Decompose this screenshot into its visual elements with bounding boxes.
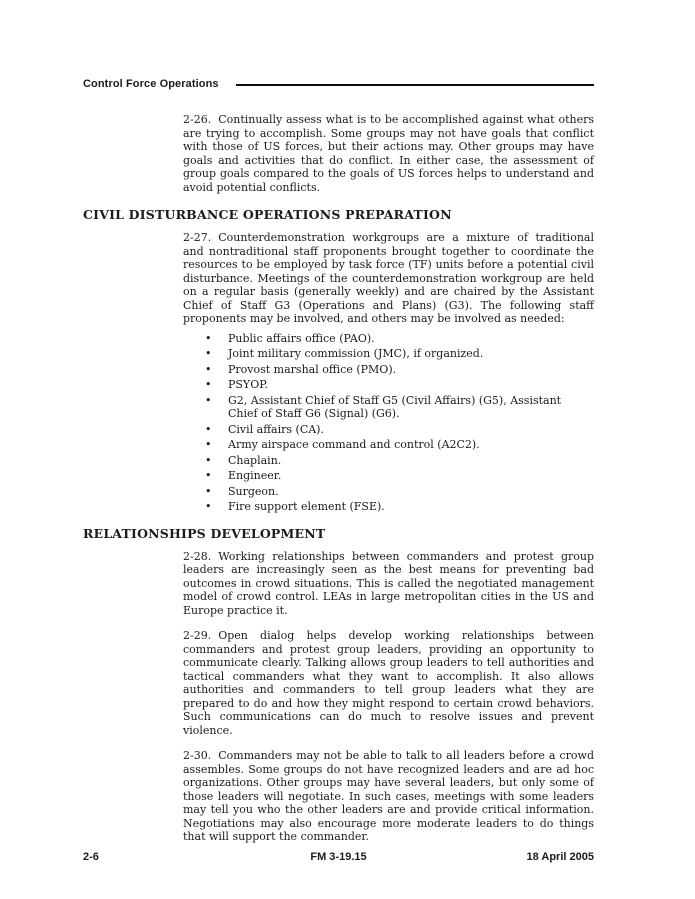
list-item: [205, 423, 594, 437]
list-item: [205, 454, 594, 468]
list-item-text: Army airspace command and control (A2C2).: [228, 438, 480, 451]
paragraph-number: 2-28.: [183, 549, 212, 563]
list-item-text: Joint military commission (JMC), if organized.: [228, 347, 484, 360]
list-item-text: Engineer.: [228, 469, 282, 482]
header-rule: [236, 84, 594, 86]
paragraph-2-27: [183, 231, 594, 326]
paragraph-2-30: [183, 749, 594, 844]
header-title: Control Force Operations: [83, 78, 219, 90]
bullet-icon: •: [205, 438, 212, 451]
bullet-icon: •: [205, 331, 212, 345]
footer-doc-id: FM 3-19.15: [310, 851, 367, 863]
bullet-icon: •: [205, 469, 212, 482]
list-item: [205, 347, 594, 361]
running-header: [83, 78, 594, 90]
list-item-text: Civil affairs (CA).: [228, 422, 324, 436]
bullet-icon: •: [205, 422, 212, 436]
bullet-icon: •: [205, 393, 212, 407]
page-footer: [83, 851, 594, 863]
footer-page-number: 2-6: [83, 851, 99, 863]
list-item: [205, 438, 594, 452]
paragraph-text: Continually assess what is to be accomplished against what others are trying to accomplish. Some groups may not have goals that conflict with those of US forces, but their actions may. Other groups may have goals and activities that do conflict. In either case, the assessment of group goals compared to the goals of US forces helps to understand and avoid potential conflicts.: [183, 113, 594, 194]
list-item: [205, 394, 594, 421]
paragraph-text: Counterdemonstration workgroups are a mixture of traditional and nontraditional staff proponents brought together to coordinate the resources to be employed by task force (TF) units before a potential civil disturbance. Meetings of the counterdemonstration workgroup are held on a regular basis (generally weekly) and are chaired by the Assistant Chief of Staff G3 (Operations and Plans) (G3). The following staff proponents may be involved, and others may be involved as needed:: [183, 231, 594, 325]
bullet-icon: •: [205, 453, 212, 467]
section-heading-civil-disturbance: CIVIL DISTURBANCE OPERATIONS PREPARATION: [83, 207, 452, 222]
paragraph-text: Commanders may not be able to talk to all leaders before a crowd assembles. Some groups do not have recognized leaders and are ad hoc organizations. Other groups may have several leaders, but only some of those leaders will negotiate. In such cases, meetings with some leaders may tell you who the other leaders are and provide critical information. Negotiations may also encourage more moderate leaders to do things that will support the commander.: [183, 749, 594, 843]
paragraph-number: 2-26.: [183, 113, 212, 126]
list-item-text: G2, Assistant Chief of Staff G5 (Civil Affairs) (G5), Assistant Chief of Staff G6 (Signal) (G6).: [228, 393, 562, 420]
list-item: [205, 485, 594, 499]
paragraph-text: Open dialog helps develop working relationships between commanders and protest group leaders, providing an opportunity to communicate clearly. Talking allows group leaders to tell authorities and tactical commanders what they want to accomplish. It also allows authorities and commanders to tell group leaders what they are prepared to do and how they might respond to certain crowd behaviors. Such communications can do much to resolve issues and prevent violence.: [183, 629, 594, 737]
paragraph-number: 2-29.: [183, 629, 212, 642]
list-item-text: Chaplain.: [228, 453, 282, 467]
list-item-text: PSYOP.: [228, 378, 268, 391]
bullet-icon: •: [205, 347, 212, 360]
paragraph-2-26: [183, 113, 594, 194]
list-item-text: Fire support element (FSE).: [228, 500, 385, 513]
bullet-icon: •: [205, 362, 212, 376]
staff-proponents-list: [205, 332, 594, 514]
list-item-text: Surgeon.: [228, 484, 279, 498]
list-item: [205, 332, 594, 346]
page-content: [83, 113, 594, 844]
list-item: [205, 500, 594, 514]
bullet-icon: •: [205, 378, 212, 391]
bullet-icon: •: [205, 484, 212, 498]
paragraph-text: Working relationships between commanders and protest group leaders are increasingly seen as the best means for preventing bad outcomes in crowd situations. This is called the negotiated management model of crowd control. LEAs in large metropolitan cities in the US and Europe practice it.: [183, 549, 594, 617]
section-heading-relationships: RELATIONSHIPS DEVELOPMENT: [83, 525, 326, 541]
paragraph-number: 2-30.: [183, 749, 212, 762]
footer-date: 18 April 2005: [526, 851, 594, 863]
list-item-text: Provost marshal office (PMO).: [228, 362, 397, 376]
paragraph-2-29: [183, 629, 594, 737]
bullet-icon: •: [205, 500, 212, 513]
list-item-text: Public affairs office (PAO).: [228, 331, 375, 345]
list-item: [205, 363, 594, 377]
paragraph-2-28: [183, 550, 594, 618]
paragraph-number: 2-27.: [183, 231, 212, 244]
list-item: [205, 378, 594, 392]
list-item: [205, 469, 594, 483]
